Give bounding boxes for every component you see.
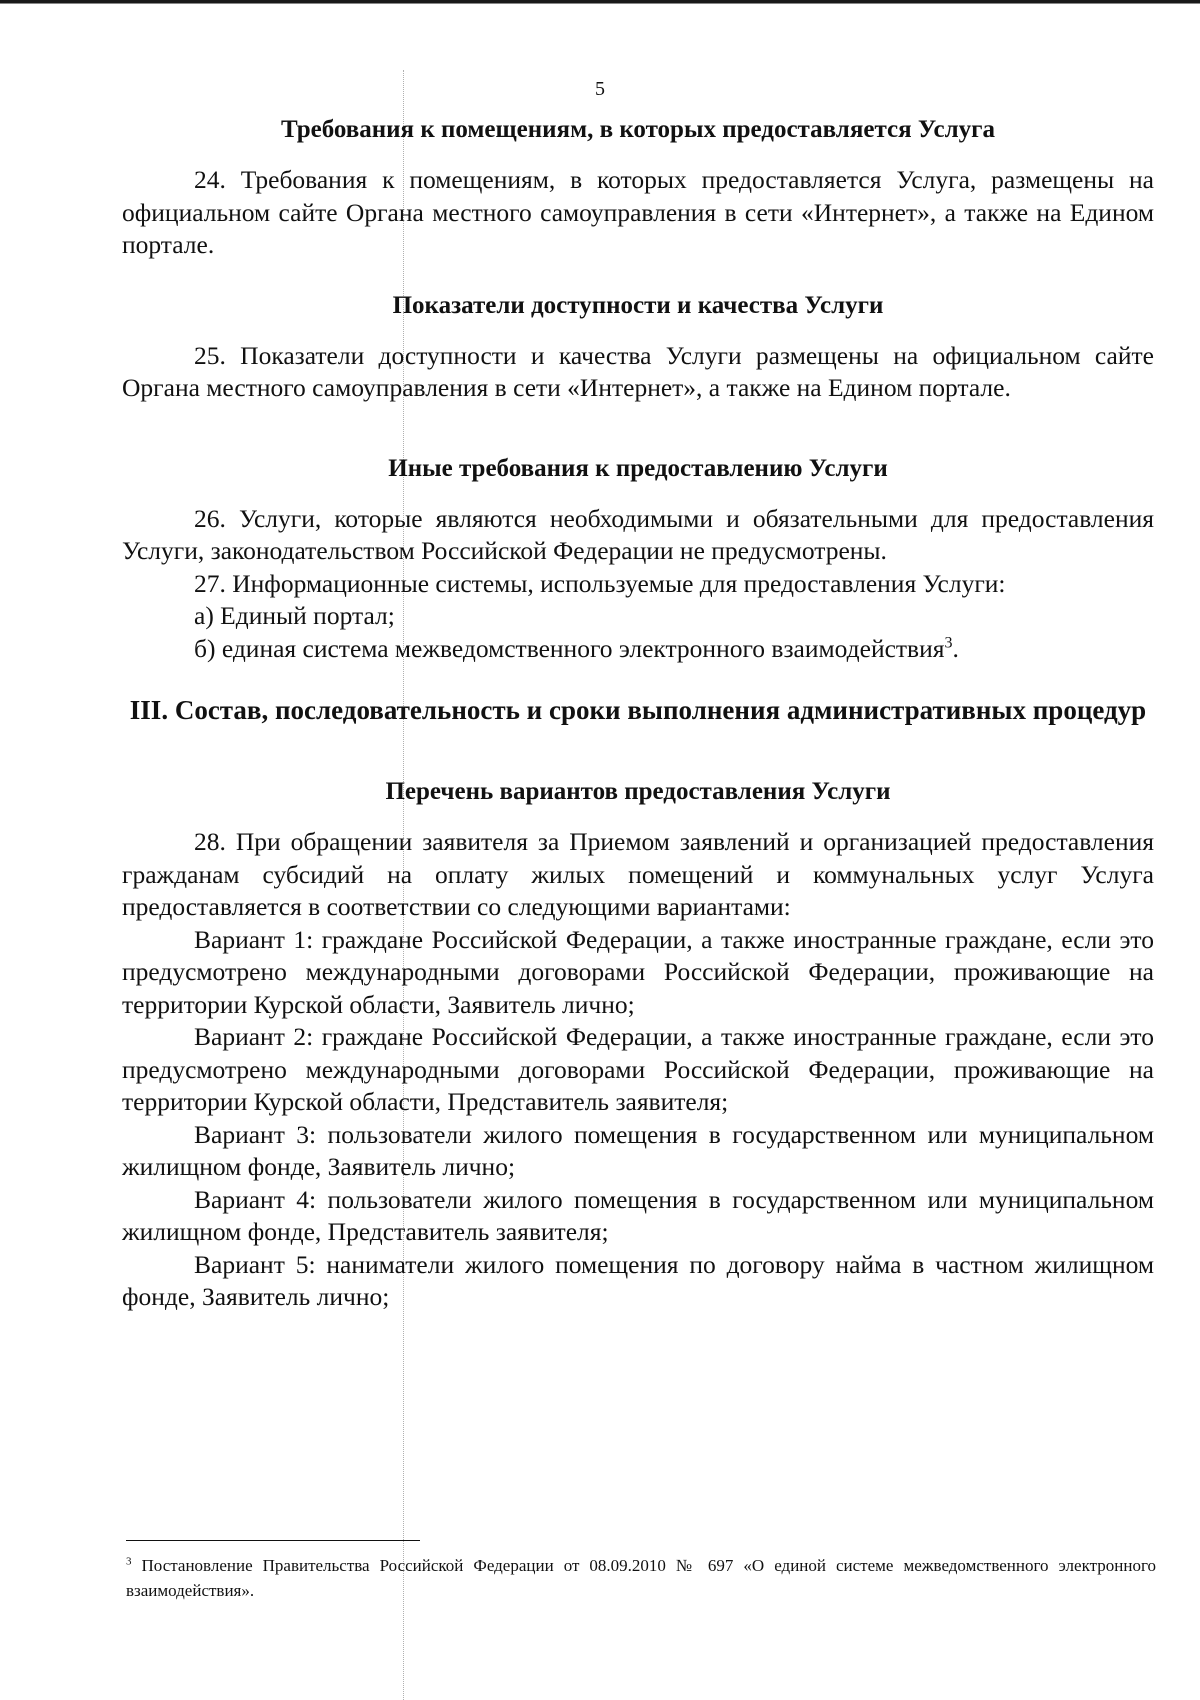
paragraph-28: 28. При обращении заявителя за Приемом заявлений и организацией предоставления гражданам субсидий на оплату жилых помещений и коммунальных услуг Услуга предоставляется в соответствии со следующими вариантами: [122,827,1154,921]
footnote-text: Постановление Правительства Российской Федерации от 08.09.2010 № 697 «О единой системе межведомственного электронного взаимодействия». [126,1556,1156,1600]
footnote-separator [126,1540,420,1541]
paragraph-25: 25. Показатели доступности и качества Услуги размещены на официальном сайте Органа местного самоуправления в сети «Интернет», а также на Едином портале. [122,340,1154,402]
footnote-reference: 3 [944,634,953,651]
list-item-a: а) Единый портал; [194,601,395,630]
variant-3: Вариант 3: пользователи жилого помещения в государственном или муниципальном жилищном фонде, Заявитель лично; [122,1119,1154,1181]
paragraph-26: 26. Услуги, которые являются необходимыми и обязательными для предоставления Услуги, законодательством Российской Федерации не предусмотрены. [122,503,1154,565]
list-item-b-end: . [952,633,959,663]
page-number: 5 [595,78,605,100]
chapter-heading: III. Состав, последовательность и сроки выполнения административных процедур [129,695,1147,725]
paragraph-27: 27. Информационные системы, используемые для предоставления Услуги: [194,568,1006,598]
variant-4: Вариант 4: пользователи жилого помещения в государственном или муниципальном жилищном фонде, Представитель заявителя; [122,1184,1154,1246]
heading-premises-requirements: Требования к помещениям, в которых предоставляется Услуга [280,116,996,143]
scan-top-border [0,0,1200,3]
footnote [126,1553,1156,1603]
heading-other-requirements: Иные требования к предоставлению Услуги [388,454,888,482]
footnote-marker: 3 [126,1555,132,1568]
heading-accessibility-quality: Показатели доступности и качества Услуги [392,291,884,319]
variant-1: Вариант 1: граждане Российской Федерации, а также иностранные граждане, если это предусмотрено международными договорами Российской Федерации, проживающие на территории Курской области, Заявитель лично; [122,924,1154,1019]
document-body [122,114,1154,1314]
heading-variants-list: Перечень вариантов предоставления Услуги [385,778,891,805]
list-item-b [122,633,1154,666]
list-item-b-text: б) единая система межведомственного электронного взаимодействия [194,633,945,663]
variant-5: Вариант 5: наниматели жилого помещения по договору найма в частном жилищном фонде, Заявитель лично; [122,1249,1154,1311]
paragraph-24: 24. Требования к помещениям, в которых предоставляется Услуга, размещены на официальном сайте Органа местного самоуправления в сети «Интернет», а также на Едином портале. [122,165,1154,259]
variant-2: Вариант 2: граждане Российской Федерации, а также иностранные граждане, если это предусмотрено международными договорами Российской Федерации, проживающие на территории Курской области, Представитель заявителя; [122,1022,1154,1116]
